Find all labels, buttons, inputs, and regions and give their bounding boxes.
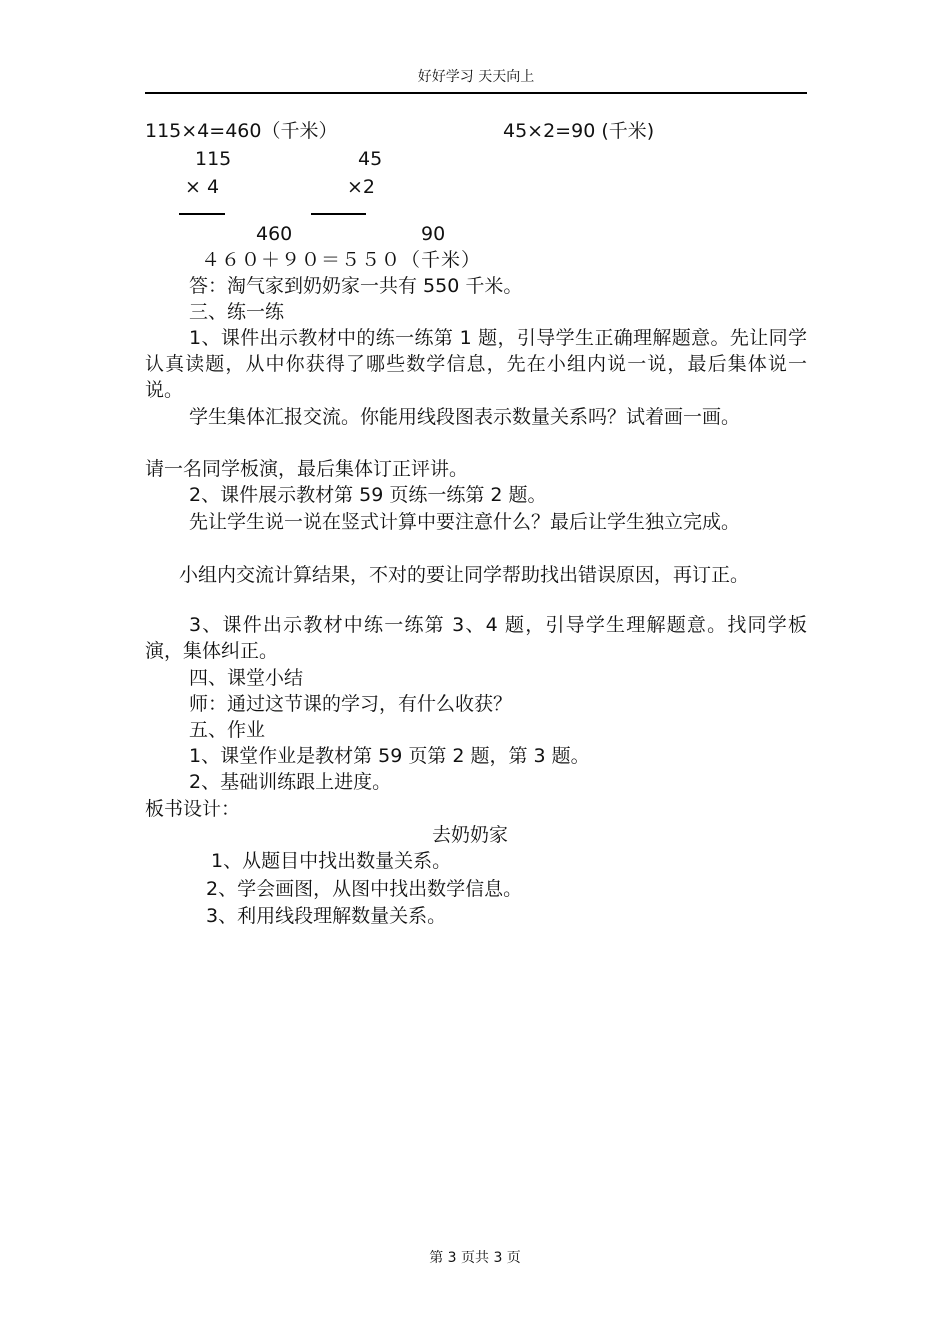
vertical-calc-1-top: 115 bbox=[195, 148, 232, 170]
board-design-label: 板书设计： bbox=[145, 798, 241, 820]
homework-1: 1、课堂作业是教材第 59 页第 2 题，第 3 题。 bbox=[189, 745, 590, 767]
paragraph-5: 先让学生说一说在竖式计算中要注意什么？最后让学生独立完成。 bbox=[189, 511, 741, 533]
equation-115x4: 115×4=460（千米） bbox=[145, 120, 338, 142]
equation-45x2: 45×2=90 (千米) bbox=[503, 120, 655, 142]
paragraph-4: 2、课件展示教材第 59 页练一练第 2 题。 bbox=[189, 484, 547, 506]
section-5-heading: 五、作业 bbox=[189, 719, 266, 741]
paragraph-3: 请一名同学板演，最后集体订正评讲。 bbox=[145, 458, 469, 480]
board-item-2: 2、学会画图，从图中找出数学信息。 bbox=[206, 878, 523, 900]
vertical-calc-1-result: 460 bbox=[256, 223, 293, 245]
board-title: 去奶奶家 bbox=[432, 824, 509, 846]
sum-equation: ４６０＋９０＝５５０（千米） bbox=[201, 249, 482, 271]
vertical-calc-1-operator: × 4 bbox=[185, 176, 220, 198]
vertical-calc-2-operator: ×2 bbox=[347, 176, 376, 198]
paragraph-6: 小组内交流计算结果，不对的要让同学帮助找出错误原因，再订正。 bbox=[179, 564, 750, 586]
teacher-question: 师：通过这节课的学习，有什么收获？ bbox=[189, 693, 513, 715]
paragraph-7: 3、课件出示教材中练一练第 3、4 题，引导学生理解题意。找同学板演，集体纠正。 bbox=[145, 614, 807, 662]
page-footer: 第 3 页共 3 页 bbox=[429, 1250, 521, 1266]
paragraph-2: 学生集体汇报交流。你能用线段图表示数量关系吗？试着画一画。 bbox=[189, 406, 741, 428]
section-4-heading: 四、课堂小结 bbox=[189, 667, 304, 689]
page-header: 好好学习 天天向上 bbox=[145, 66, 807, 94]
board-item-3: 3、利用线段理解数量关系。 bbox=[206, 905, 447, 927]
vertical-calc-2-top: 45 bbox=[358, 148, 383, 170]
answer-line: 答：淘气家到奶奶家一共有 550 千米。 bbox=[189, 275, 523, 297]
section-3-heading: 三、练一练 bbox=[189, 301, 285, 323]
paragraph-1: 1、课件出示教材中的练一练第 1 题，引导学生正确理解题意。先让同学认真读题，从中你获得了哪些数学信息，先在小组内说一说，最后集体说一说。 bbox=[145, 327, 807, 401]
vertical-calc-2-line bbox=[311, 213, 366, 215]
board-item-1: 1、从题目中找出数量关系。 bbox=[211, 850, 452, 872]
homework-2: 2、基础训练跟上进度。 bbox=[189, 771, 392, 793]
vertical-calc-2-result: 90 bbox=[421, 223, 446, 245]
vertical-calc-1-line bbox=[179, 213, 225, 215]
